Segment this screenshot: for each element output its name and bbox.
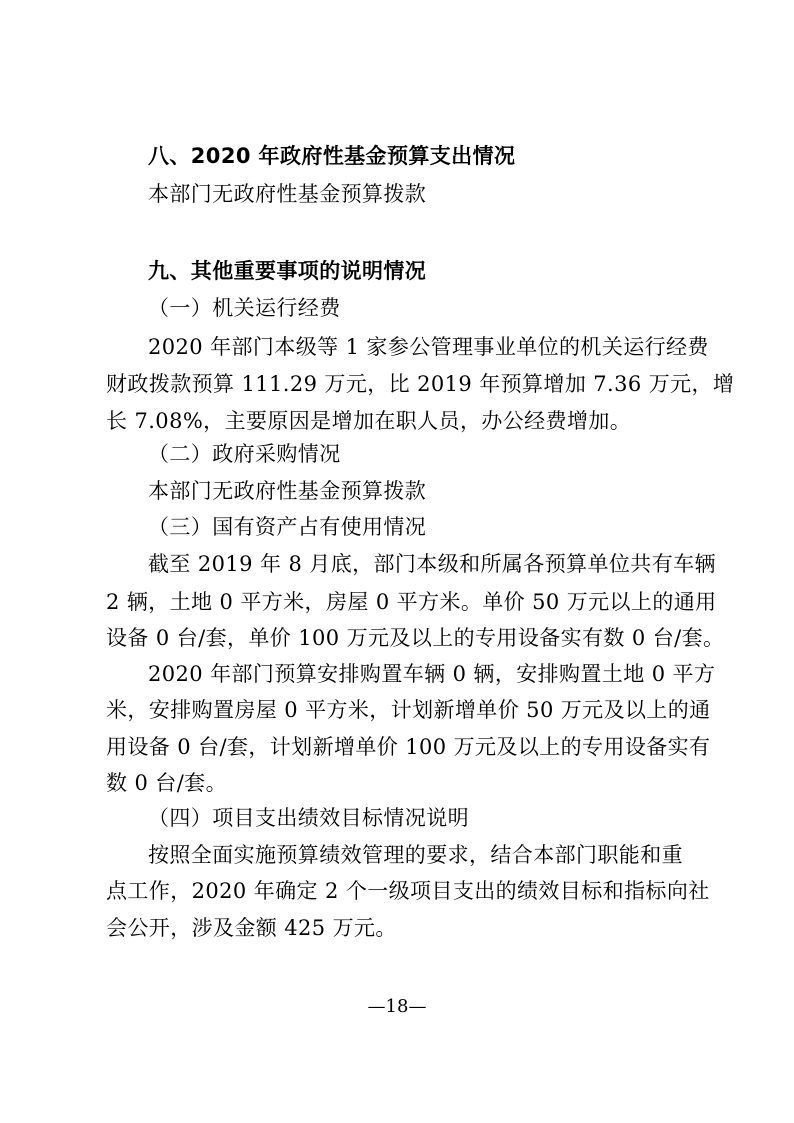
subsection-3-para-line: 米，安排购置房屋 0 平方米，计划新增单价 50 万元及以上的通 bbox=[106, 698, 711, 722]
subsection-2-title: （二）政府采购情况 bbox=[148, 442, 341, 466]
subsection-3-para-line: 2020 年部门预算安排购置车辆 0 辆，安排购置土地 0 平方 bbox=[148, 662, 716, 686]
subsection-3-para-line: 截至 2019 年 8 月底，部门本级和所属各预算单位共有车辆 bbox=[148, 552, 716, 576]
subsection-3-para-line: 用设备 0 台/套，计划新增单价 100 万元及以上的专用设备实有 bbox=[106, 735, 711, 759]
subsection-3-para-line: 设备 0 台/套，单价 100 万元及以上的专用设备实有数 0 台/套。 bbox=[106, 626, 725, 650]
subsection-1-title: （一）机关运行经费 bbox=[148, 296, 341, 320]
subsection-1-line: 2020 年部门本级等 1 家参公管理事业单位的机关运行经费 bbox=[148, 335, 709, 359]
subsection-4-line: 会公开，涉及金额 425 万元。 bbox=[106, 916, 397, 940]
subsection-3-para-line: 2 辆，土地 0 平方米，房屋 0 平方米。单价 50 万元以上的通用 bbox=[106, 590, 717, 614]
subsection-2-body: 本部门无政府性基金预算拨款 bbox=[148, 479, 427, 503]
subsection-1-line: 长 7.08%，主要原因是增加在职人员，办公经费增加。 bbox=[106, 409, 632, 433]
section-8-heading: 八、2020 年政府性基金预算支出情况 bbox=[148, 144, 516, 168]
subsection-3-para-line: 数 0 台/套。 bbox=[106, 771, 227, 795]
subsection-4-line: 点工作，2020 年确定 2 个一级项目支出的绩效目标和指标向社 bbox=[106, 879, 710, 903]
section-9-heading: 九、其他重要事项的说明情况 bbox=[148, 259, 427, 283]
subsection-1-line: 财政拨款预算 111.29 万元，比 2019 年预算增加 7.36 万元，增 bbox=[106, 372, 735, 396]
section-8-body: 本部门无政府性基金预算拨款 bbox=[148, 182, 427, 206]
page-number: —18— bbox=[367, 996, 427, 1017]
subsection-4-title: （四）项目支出绩效目标情况说明 bbox=[148, 806, 469, 830]
subsection-3-title: （三）国有资产占有使用情况 bbox=[148, 515, 427, 539]
subsection-4-line: 按照全面实施预算绩效管理的要求，结合本部门职能和重 bbox=[148, 843, 683, 867]
